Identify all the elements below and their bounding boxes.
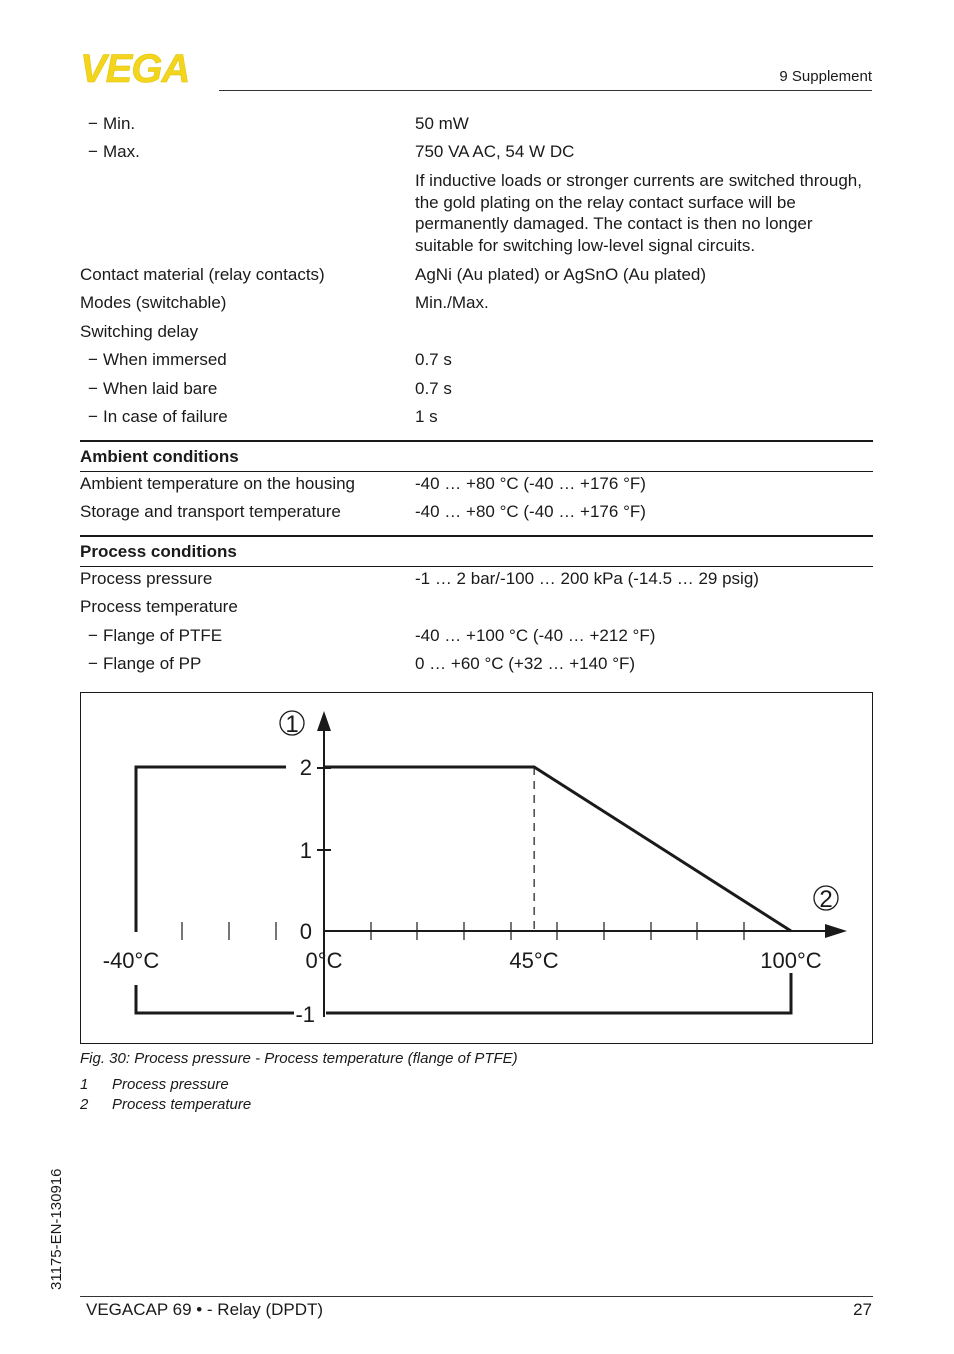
spec-row-when-immersed: − When immersed 0.7 s [80, 348, 873, 372]
ambient-conditions-title: Ambient conditions [80, 447, 239, 466]
vega-logo [80, 48, 212, 88]
footer-product: VEGACAP 69 • - Relay (DPDT) [86, 1300, 324, 1319]
pressure-temperature-figure [80, 692, 873, 1044]
x-tick-label-0: 0°C [305, 948, 343, 973]
spec-row-min: − Min. 50 mW [80, 112, 873, 136]
x-axis-arrow [825, 924, 847, 938]
note-paragraph: If inductive loads or stronger currents are switched through, the gold plating on the relay contact surface will be permanently damaged. The contact is then no longer suitable for switching low-level signal circuits. [415, 171, 862, 256]
header-rule [219, 90, 872, 91]
spec-row-flange-pp: − Flange of PP 0 … +60 °C (+32 … +140 °F) [80, 652, 873, 676]
marker-2-label: 2 [819, 886, 833, 913]
x-tick-label-100: 100°C [760, 948, 822, 973]
marker-1-label: 1 [285, 711, 299, 738]
pressure-temperature-chart [81, 693, 872, 1043]
y-tick-label-2: 2 [299, 755, 312, 780]
process-conditions-title: Process conditions [80, 542, 237, 561]
spec-row-modes: Modes (switchable) Min./Max. [80, 293, 489, 312]
pressure-curve [324, 767, 791, 931]
x-tick-label-45: 45°C [509, 948, 559, 973]
footer-rule [80, 1296, 873, 1297]
section-rule-process [80, 535, 873, 537]
spec-row-switching-delay: Switching delay [80, 322, 199, 341]
document-number: 31175-EN-130916 [48, 1168, 65, 1290]
section-label: 9 Supplement [779, 68, 872, 85]
spec-row-flange-ptfe: − Flange of PTFE -40 … +100 °C (-40 … +212 °F) [80, 624, 873, 648]
section-rule-ambient [80, 440, 873, 442]
spec-row-in-case-of-failure: − In case of failure 1 s [80, 405, 873, 429]
page-number: 27 [853, 1300, 872, 1319]
figure-caption: Fig. 30: Process pressure - Process temperature (flange of PTFE) [80, 1050, 518, 1067]
spec-row-process-temperature: Process temperature [80, 597, 238, 616]
svg-text:VEGA: VEGA [80, 48, 190, 88]
y-tick-label-1: 1 [299, 838, 312, 863]
spec-row-when-laid-bare: − When laid bare 0.7 s [80, 377, 873, 401]
spec-row-contact-material: Contact material (relay contacts) AgNi (Au plated) or AgSnO (Au plated) [80, 265, 707, 284]
spec-row-max: − Max. 750 VA AC, 54 W DC [80, 140, 873, 164]
spec-row-process-pressure: Process pressure -1 … 2 bar/-100 … 200 kPa (-14.5 … 29 psig) [80, 569, 759, 588]
lower-limit-right [326, 973, 791, 1013]
y-tick-label-minus-1: -1 [295, 1002, 315, 1027]
spec-row-storage-temperature: Storage and transport temperature -40 … +80 °C (-40 … +176 °F) [80, 502, 646, 521]
x-tick-label-minus-40: -40°C [102, 948, 160, 973]
pressure-curve-left [136, 767, 286, 932]
y-tick-label-0: 0 [299, 919, 312, 944]
lower-limit-left [136, 985, 294, 1013]
spec-row-ambient-temperature: Ambient temperature on the housing -40 … +80 °C (-40 … +176 °F) [80, 474, 646, 493]
y-axis-arrow [317, 711, 331, 731]
